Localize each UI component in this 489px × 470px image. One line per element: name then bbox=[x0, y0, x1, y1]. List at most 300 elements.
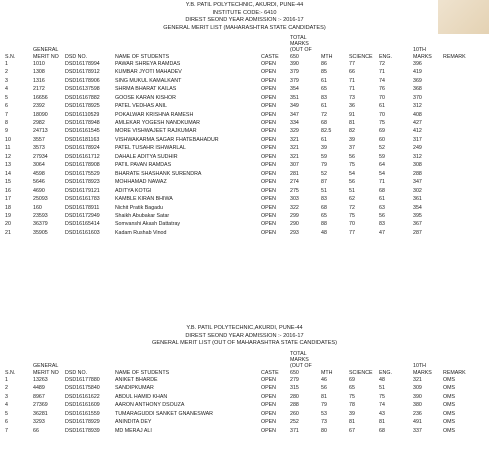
cell-caste: OPEN bbox=[261, 136, 277, 143]
cell-science: 70 bbox=[349, 221, 355, 228]
cell-science: 71 bbox=[349, 77, 355, 84]
cell-science: 81 bbox=[349, 419, 355, 426]
cell-merit-no: 27369 bbox=[33, 402, 48, 409]
cell-dsd-no: DSD16165414 bbox=[65, 221, 100, 228]
cell-sn: 5 bbox=[5, 410, 8, 417]
cell-tenth-marks: 302 bbox=[413, 187, 422, 194]
cell-caste: OPEN bbox=[261, 419, 277, 426]
cell-caste: OPEN bbox=[261, 393, 277, 400]
cell-merit-no: 23593 bbox=[33, 212, 48, 219]
col-mth: MTH bbox=[321, 369, 333, 376]
cell-sn: 3 bbox=[5, 77, 8, 84]
table-row bbox=[5, 384, 483, 392]
cell-merit-no: 4489 bbox=[33, 385, 45, 392]
cell-science: 66 bbox=[349, 69, 355, 76]
cell-total-marks: 379 bbox=[290, 69, 299, 76]
cell-total-marks: 321 bbox=[290, 153, 299, 160]
table-row bbox=[5, 102, 483, 110]
col-mth: MTH bbox=[321, 53, 333, 60]
cell-caste: OPEN bbox=[261, 60, 277, 67]
cell-total-marks: 390 bbox=[290, 60, 299, 67]
cell-caste: OPEN bbox=[261, 111, 277, 118]
cell-tenth-marks: 369 bbox=[413, 77, 422, 84]
cell-science: 51 bbox=[349, 187, 355, 194]
table-row bbox=[5, 170, 483, 178]
cell-tenth-marks: 390 bbox=[413, 393, 422, 400]
cell-student-name: PATEL TUSAHR ISHWARLAL bbox=[115, 145, 186, 152]
table-row bbox=[5, 418, 483, 426]
college-title: Y.B. PATIL POLYTECHNIC,AKURDI, PUNE-44 bbox=[186, 325, 303, 331]
col-tenth: 10TH MARKS bbox=[413, 363, 432, 376]
cell-tenth-marks: 337 bbox=[413, 427, 422, 434]
cell-science: 62 bbox=[349, 196, 355, 203]
cell-tenth-marks: 354 bbox=[413, 204, 422, 211]
cell-science: 56 bbox=[349, 153, 355, 160]
cell-sn: 14 bbox=[5, 170, 11, 177]
cell-dsd-no: DSD16167882 bbox=[65, 94, 100, 101]
table-row bbox=[5, 220, 483, 228]
cell-eng: 59 bbox=[379, 153, 385, 160]
cell-dsd-no: DSD16178939 bbox=[65, 427, 100, 434]
cell-total-marks: 252 bbox=[290, 419, 299, 426]
cell-eng: 69 bbox=[379, 128, 385, 135]
cell-remark bbox=[443, 204, 483, 212]
cell-student-name: Somvanshi Akash Dattatray bbox=[115, 221, 181, 228]
cell-tenth-marks: 308 bbox=[413, 162, 422, 169]
cell-merit-no: 1316 bbox=[33, 77, 45, 84]
cell-science: 39 bbox=[349, 136, 355, 143]
cell-remark: OMS bbox=[443, 385, 456, 392]
cell-student-name: VISHWAKARMA SAGAR FHATEBAHADUR bbox=[115, 136, 219, 143]
cell-sn: 15 bbox=[5, 179, 11, 186]
cell-remark bbox=[443, 170, 483, 178]
cell-total-marks: 322 bbox=[290, 204, 299, 211]
header-block-1 bbox=[0, 2, 489, 32]
cell-mth: 65 bbox=[321, 86, 327, 93]
cell-mth: 85 bbox=[321, 69, 327, 76]
cell-total-marks: 290 bbox=[290, 221, 299, 228]
cell-merit-no: 36379 bbox=[33, 221, 48, 228]
cell-total-marks: 303 bbox=[290, 196, 299, 203]
cell-student-name: MD MERAJ ALI bbox=[115, 427, 152, 434]
cell-remark bbox=[443, 102, 483, 110]
cell-student-name: Shaikh Abubakar Satar bbox=[115, 212, 170, 219]
cell-caste: OPEN bbox=[261, 212, 277, 219]
cell-tenth-marks: 361 bbox=[413, 196, 422, 203]
cell-dsd-no: DSD16161622 bbox=[65, 393, 100, 400]
cell-remark bbox=[443, 60, 483, 68]
cell-eng: 48 bbox=[379, 376, 385, 383]
cell-eng: 51 bbox=[379, 385, 385, 392]
cell-student-name: ABDUL HAMID KHAN bbox=[115, 393, 168, 400]
cell-caste: OPEN bbox=[261, 69, 277, 76]
cell-merit-no: 27934 bbox=[33, 153, 48, 160]
cell-remark bbox=[443, 212, 483, 220]
table-row bbox=[5, 136, 483, 144]
cell-total-marks: 288 bbox=[290, 402, 299, 409]
table-header-row bbox=[5, 35, 483, 60]
cell-sn: 1 bbox=[5, 60, 8, 67]
cell-dsd-no: DSD16161783 bbox=[65, 196, 100, 203]
cell-caste: OPEN bbox=[261, 119, 277, 126]
cell-total-marks: 260 bbox=[290, 410, 299, 417]
cell-dsd-no: DSD16179121 bbox=[65, 187, 100, 194]
cell-merit-no: 3064 bbox=[33, 162, 45, 169]
table-row bbox=[5, 153, 483, 161]
cell-caste: OPEN bbox=[261, 187, 277, 194]
cell-remark bbox=[443, 187, 483, 195]
cell-total-marks: 279 bbox=[290, 376, 299, 383]
table-header-row bbox=[5, 351, 483, 376]
cell-dsd-no: DSD16181163 bbox=[65, 136, 100, 143]
cell-science: 78 bbox=[349, 402, 355, 409]
cell-mth: 68 bbox=[321, 119, 327, 126]
cell-sn: 21 bbox=[5, 229, 11, 236]
cell-dsd-no: DSD16178906 bbox=[65, 77, 100, 84]
cell-total-marks: 321 bbox=[290, 136, 299, 143]
cell-mth: 82.5 bbox=[321, 128, 332, 135]
cell-student-name: MORE VISHWAJEET RAJKUMAR bbox=[115, 128, 197, 135]
cell-mth: 86 bbox=[321, 60, 327, 67]
cell-remark bbox=[443, 94, 483, 102]
institute-code: INSTITUTE CODE:- 6410 bbox=[212, 9, 277, 16]
col-merit: GENERAL MERIT NO bbox=[33, 363, 59, 376]
cell-remark: OMS bbox=[443, 410, 456, 417]
cell-merit-no: 4690 bbox=[33, 187, 45, 194]
cell-caste: OPEN bbox=[261, 170, 277, 177]
cell-caste: OPEN bbox=[261, 410, 277, 417]
cell-science: 72 bbox=[349, 204, 355, 211]
cell-mth: 72 bbox=[321, 111, 327, 118]
cell-mth: 61 bbox=[321, 136, 327, 143]
cell-science: 77 bbox=[349, 60, 355, 67]
cell-dsd-no: DSD16161712 bbox=[65, 153, 100, 160]
cell-total-marks: 379 bbox=[290, 77, 299, 84]
cell-mth: 87 bbox=[321, 179, 327, 186]
cell-dsd-no: DSD16178929 bbox=[65, 419, 100, 426]
col-remark: REMARK bbox=[443, 53, 466, 60]
cell-remark bbox=[443, 85, 483, 93]
cell-mth: 83 bbox=[321, 94, 327, 101]
cell-tenth-marks: 347 bbox=[413, 179, 422, 186]
cell-mth: 61 bbox=[321, 77, 327, 84]
cell-dsd-no: DSD16161559 bbox=[65, 410, 100, 417]
cell-total-marks: 351 bbox=[290, 94, 299, 101]
cell-tenth-marks: 309 bbox=[413, 385, 422, 392]
table-row bbox=[5, 212, 483, 220]
cell-eng: 70 bbox=[379, 111, 385, 118]
cell-dsd-no: DSD16137598 bbox=[65, 86, 100, 93]
cell-total-marks: 329 bbox=[290, 128, 299, 135]
cell-sn: 4 bbox=[5, 402, 8, 409]
cell-tenth-marks: 427 bbox=[413, 119, 422, 126]
cell-sn: 13 bbox=[5, 162, 11, 169]
cell-merit-no: 8967 bbox=[33, 393, 45, 400]
cell-total-marks: 274 bbox=[290, 179, 299, 186]
cell-eng: 83 bbox=[379, 221, 385, 228]
cell-eng: 47 bbox=[379, 229, 385, 236]
cell-merit-no: 2392 bbox=[33, 103, 45, 110]
cell-remark bbox=[443, 178, 483, 186]
cell-mth: 53 bbox=[321, 410, 327, 417]
cell-dsd-no: DSD16161609 bbox=[65, 402, 100, 409]
cell-tenth-marks: 367 bbox=[413, 221, 422, 228]
cell-student-name: AARON ANTHONY DSOUZA bbox=[115, 402, 185, 409]
table-row bbox=[5, 68, 483, 76]
cell-student-name: SING MUKUL KAMALKANT bbox=[115, 77, 182, 84]
cell-tenth-marks: 408 bbox=[413, 111, 422, 118]
cell-eng: 56 bbox=[379, 212, 385, 219]
cell-merit-no: 13263 bbox=[33, 376, 48, 383]
cell-dsd-no: DSD16175529 bbox=[65, 170, 100, 177]
cell-eng: 64 bbox=[379, 162, 385, 169]
cell-remark: OMS bbox=[443, 427, 456, 434]
cell-eng: 68 bbox=[379, 427, 385, 434]
col-tenth: 10TH MARKS bbox=[413, 47, 432, 60]
table-row bbox=[5, 427, 483, 435]
cell-tenth-marks: 321 bbox=[413, 376, 422, 383]
cell-eng: 54 bbox=[379, 170, 385, 177]
table-row bbox=[5, 77, 483, 85]
cell-tenth-marks: 287 bbox=[413, 229, 422, 236]
cell-mth: 61 bbox=[321, 103, 327, 110]
cell-dsd-no: DSD16178994 bbox=[65, 60, 100, 67]
cell-merit-no: 24713 bbox=[33, 128, 48, 135]
cell-mth: 39 bbox=[321, 145, 327, 152]
cell-merit-no: 2982 bbox=[33, 119, 45, 126]
cell-eng: 75 bbox=[379, 119, 385, 126]
col-dsd: DSD NO. bbox=[65, 369, 88, 376]
cell-sn: 6 bbox=[5, 419, 8, 426]
cell-mth: 65 bbox=[321, 212, 327, 219]
cell-mth: 52 bbox=[321, 170, 327, 177]
cell-tenth-marks: 491 bbox=[413, 419, 422, 426]
cell-remark: OMS bbox=[443, 376, 456, 383]
cell-eng: 81 bbox=[379, 419, 385, 426]
cell-sn: 6 bbox=[5, 103, 8, 110]
cell-mth: 83 bbox=[321, 196, 327, 203]
cell-total-marks: 354 bbox=[290, 86, 299, 93]
col-name: NAME OF STUDENTS bbox=[115, 53, 170, 60]
cell-caste: OPEN bbox=[261, 179, 277, 186]
cell-sn: 5 bbox=[5, 94, 8, 101]
cell-merit-no: 35905 bbox=[33, 229, 48, 236]
cell-tenth-marks: 317 bbox=[413, 136, 422, 143]
cell-merit-no: 1010 bbox=[33, 60, 45, 67]
cell-tenth-marks: 288 bbox=[413, 170, 422, 177]
cell-student-name: ADITYA KOTGI bbox=[115, 187, 152, 194]
admission-year: DIREST SEOND YEAR ADMISSION :- 2016-17 bbox=[185, 332, 304, 339]
cell-remark bbox=[443, 220, 483, 228]
cell-remark bbox=[443, 127, 483, 135]
cell-remark bbox=[443, 144, 483, 152]
header-block-2 bbox=[0, 325, 489, 348]
cell-science: 82 bbox=[349, 128, 355, 135]
cell-student-name: BHARATE SHASHANK SURENDRA bbox=[115, 170, 202, 177]
cell-remark bbox=[443, 195, 483, 203]
cell-mth: 88 bbox=[321, 221, 327, 228]
cell-sn: 10 bbox=[5, 136, 11, 143]
cell-mth: 81 bbox=[321, 393, 327, 400]
table-row bbox=[5, 187, 483, 195]
cell-remark: OMS bbox=[443, 393, 456, 400]
cell-tenth-marks: 395 bbox=[413, 212, 422, 219]
cell-total-marks: 281 bbox=[290, 170, 299, 177]
cell-merit-no: 36281 bbox=[33, 410, 48, 417]
col-total: TOTAL MARKS (OUT OF 650 bbox=[290, 351, 312, 376]
cell-eng: 68 bbox=[379, 187, 385, 194]
cell-science: 75 bbox=[349, 212, 355, 219]
cell-caste: OPEN bbox=[261, 196, 277, 203]
cell-science: 37 bbox=[349, 145, 355, 152]
cell-caste: OPEN bbox=[261, 162, 277, 169]
cell-mth: 79 bbox=[321, 402, 327, 409]
table-row bbox=[5, 161, 483, 169]
cell-total-marks: 334 bbox=[290, 119, 299, 126]
cell-mth: 80 bbox=[321, 427, 327, 434]
cell-sn: 11 bbox=[5, 145, 11, 152]
cell-eng: 61 bbox=[379, 103, 385, 110]
cell-tenth-marks: 249 bbox=[413, 145, 422, 152]
cell-remark bbox=[443, 136, 483, 144]
cell-sn: 8 bbox=[5, 119, 8, 126]
cell-student-name: POKALWAR KRISHNA RAMESH bbox=[115, 111, 194, 118]
cell-dsd-no: DSD16175840 bbox=[65, 385, 100, 392]
cell-science: 75 bbox=[349, 393, 355, 400]
cell-dsd-no: DSD16161603 bbox=[65, 229, 100, 236]
cell-mth: 59 bbox=[321, 153, 327, 160]
cell-sn: 1 bbox=[5, 376, 8, 383]
cell-merit-no: 3557 bbox=[33, 136, 45, 143]
cell-eng: 70 bbox=[379, 94, 385, 101]
cell-caste: OPEN bbox=[261, 128, 277, 135]
cell-eng: 72 bbox=[379, 60, 385, 67]
cell-sn: 7 bbox=[5, 111, 8, 118]
cell-tenth-marks: 312 bbox=[413, 153, 422, 160]
cell-student-name: Nichit Pratik Bagadu bbox=[115, 204, 163, 211]
cell-science: 36 bbox=[349, 103, 355, 110]
cell-merit-no: 1308 bbox=[33, 69, 45, 76]
cell-mth: 68 bbox=[321, 204, 327, 211]
cell-student-name: ANINDITA DEY bbox=[115, 419, 152, 426]
cell-eng: 52 bbox=[379, 145, 385, 152]
cell-caste: OPEN bbox=[261, 427, 277, 434]
cell-total-marks: 321 bbox=[290, 145, 299, 152]
cell-mth: 48 bbox=[321, 229, 327, 236]
cell-sn: 16 bbox=[5, 187, 11, 194]
col-science: SCIENCE bbox=[349, 53, 373, 60]
table-row bbox=[5, 60, 483, 68]
cell-science: 77 bbox=[349, 229, 355, 236]
table-row bbox=[5, 144, 483, 152]
cell-sn: 2 bbox=[5, 69, 8, 76]
cell-student-name: DAHALE ADITYA SUDHIR bbox=[115, 153, 178, 160]
cell-total-marks: 293 bbox=[290, 229, 299, 236]
cell-eng: 74 bbox=[379, 77, 385, 84]
cell-caste: OPEN bbox=[261, 86, 277, 93]
cell-eng: 60 bbox=[379, 136, 385, 143]
cell-science: 39 bbox=[349, 410, 355, 417]
cell-merit-no: 5646 bbox=[33, 179, 45, 186]
cell-dsd-no: DSD16178924 bbox=[65, 145, 100, 152]
cell-sn: 18 bbox=[5, 204, 11, 211]
cell-dsd-no: DSD16178911 bbox=[65, 204, 100, 211]
cell-eng: 71 bbox=[379, 179, 385, 186]
cell-science: 81 bbox=[349, 119, 355, 126]
cell-science: 75 bbox=[349, 162, 355, 169]
cell-total-marks: 275 bbox=[290, 187, 299, 194]
cell-merit-no: 3293 bbox=[33, 419, 45, 426]
col-total: TOTAL MARKS (OUT OF 650 bbox=[290, 35, 312, 60]
col-remark: REMARK bbox=[443, 369, 466, 376]
col-caste: CASTE bbox=[261, 53, 279, 60]
cell-merit-no: 3573 bbox=[33, 145, 45, 152]
cell-total-marks: 315 bbox=[290, 385, 299, 392]
cell-total-marks: 280 bbox=[290, 393, 299, 400]
cell-sn: 4 bbox=[5, 86, 8, 93]
cell-science: 67 bbox=[349, 427, 355, 434]
cell-science: 91 bbox=[349, 111, 355, 118]
col-eng: ENG. bbox=[379, 369, 392, 376]
cell-caste: OPEN bbox=[261, 229, 277, 236]
cell-merit-no: 66 bbox=[33, 427, 39, 434]
cell-student-name: AMLEKAR YOGESH NANDKUMAR bbox=[115, 119, 200, 126]
cell-student-name: KAMBLE KIRAN BHIWA bbox=[115, 196, 173, 203]
cell-mth: 46 bbox=[321, 376, 327, 383]
cell-merit-no: 18090 bbox=[33, 111, 48, 118]
cell-science: 56 bbox=[349, 179, 355, 186]
cell-merit-no: 160 bbox=[33, 204, 42, 211]
cell-dsd-no: DSD16178925 bbox=[65, 103, 100, 110]
cell-sn: 12 bbox=[5, 153, 11, 160]
cell-remark bbox=[443, 153, 483, 161]
cell-science: 69 bbox=[349, 376, 355, 383]
col-caste: CASTE bbox=[261, 369, 279, 376]
cell-caste: OPEN bbox=[261, 145, 277, 152]
cell-dsd-no: DSD16161545 bbox=[65, 128, 100, 135]
cell-merit-no: 4598 bbox=[33, 170, 45, 177]
cell-remark bbox=[443, 229, 483, 237]
cell-caste: OPEN bbox=[261, 94, 277, 101]
cell-merit-no: 25093 bbox=[33, 196, 48, 203]
col-eng: ENG. bbox=[379, 53, 392, 60]
cell-remark bbox=[443, 161, 483, 169]
cell-sn: 19 bbox=[5, 212, 11, 219]
cell-total-marks: 347 bbox=[290, 111, 299, 118]
cell-remark: OMS bbox=[443, 402, 456, 409]
cell-science: 65 bbox=[349, 385, 355, 392]
table-row bbox=[5, 94, 483, 102]
cell-dsd-no: DSD16110529 bbox=[65, 111, 100, 118]
cell-science: 73 bbox=[349, 94, 355, 101]
cell-tenth-marks: 380 bbox=[413, 402, 422, 409]
cell-caste: OPEN bbox=[261, 385, 277, 392]
cell-remark bbox=[443, 111, 483, 119]
cell-student-name: SHRMA BHARAT KAILAS bbox=[115, 86, 177, 93]
cell-sn: 3 bbox=[5, 393, 8, 400]
cell-student-name: PATEL VEDHAS ANIL bbox=[115, 103, 168, 110]
cell-total-marks: 371 bbox=[290, 427, 299, 434]
cell-remark bbox=[443, 119, 483, 127]
cell-tenth-marks: 368 bbox=[413, 86, 422, 93]
cell-dsd-no: DSD16178923 bbox=[65, 179, 100, 186]
college-title: Y.B. PATIL POLYTECHNIC, AKURDI, PUNE-44 bbox=[185, 2, 304, 8]
cell-science: 54 bbox=[349, 170, 355, 177]
cell-dsd-no: DSD16178908 bbox=[65, 162, 100, 169]
cell-total-marks: 349 bbox=[290, 103, 299, 110]
cell-student-name: SANDIPKUMAR bbox=[115, 385, 154, 392]
cell-student-name: PAWAR SHREYA RAMDAS bbox=[115, 60, 181, 67]
